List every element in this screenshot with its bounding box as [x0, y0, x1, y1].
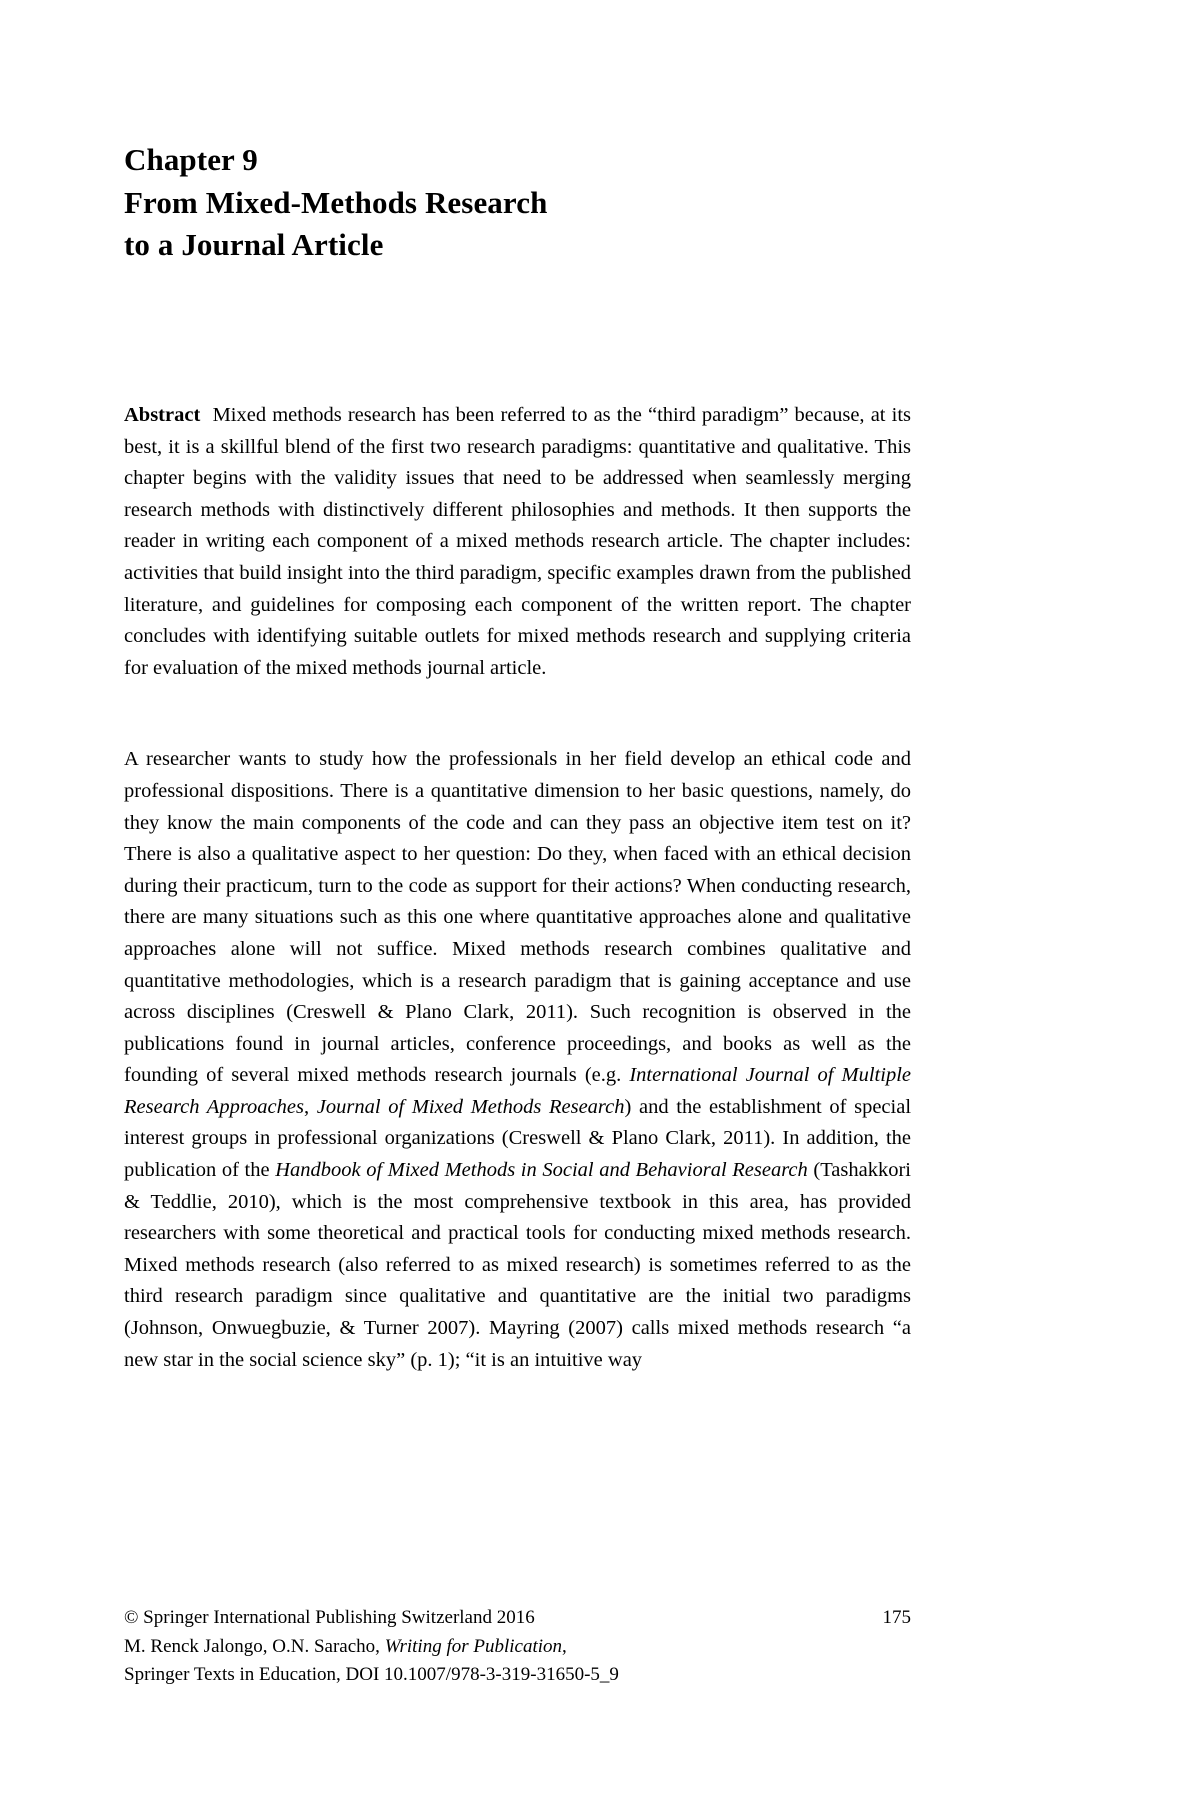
- chapter-title-line-1: From Mixed-Methods Research: [124, 185, 548, 220]
- footer-series-doi: Springer Texts in Education, DOI 10.1007/978-3-319-31650-5_9: [124, 1664, 619, 1685]
- footer-authors: M. Renck Jalongo, O.N. Saracho,: [124, 1635, 385, 1657]
- abstract-paragraph: [124, 400, 911, 684]
- abstract-label: Abstract: [124, 404, 201, 426]
- chapter-label: Chapter 9: [124, 142, 258, 177]
- chapter-title-line-2: to a Journal Article: [124, 227, 384, 262]
- journal-title-italic-2: Journal of Mixed Methods Research: [316, 1095, 625, 1118]
- page-content: [124, 0, 911, 1397]
- page-title: [124, 182, 911, 266]
- footer-copyright-line: [124, 1604, 911, 1633]
- abstract-text: Mixed methods research has been referred to as the “third paradigm” because, at its best, it is a skillful blend of the first two research paradigms: quantitative and qualitative. This chapter begins with the validity issues that need to be addressed when seamlessly merging research methods with distinctively different philosophies and methods. It then supports the reader in writing each component of a mixed methods research article. The chapter includes: activities that build insight into the third paradigm, specific examples drawn from the published literature, and guidelines for composing each component of the written report. The chapter concludes with identifying suitable outlets for mixed methods research and supplying criteria for evaluation of the mixed methods journal article.: [124, 404, 911, 679]
- abstract-spacer: [200, 404, 212, 426]
- body-text-segment-2: ,: [303, 1095, 317, 1118]
- journal-title-italic-1: International Journal of Multiple Research Approaches: [124, 1064, 911, 1118]
- footer-book-title: Writing for Publication: [384, 1635, 563, 1657]
- copyright-text: © Springer International Publishing Switzerland 2016: [124, 1607, 535, 1628]
- body-text-segment-4: (Tashakkori & Teddlie, 2010), which is the most comprehensive textbook in this area, has provided researchers with some theoretical and practical tools for conducting mixed methods research. Mixed methods research (also referred to as mixed research) is sometimes referred to as the third research paradigm since qualitative and quantitative are the initial two paradigms (Johnson, Onwuegbuzie, & Turner 2007). Mayring (2007) calls mixed methods research “a new star in the social science sky” (p. 1); “it is an intuitive way: [124, 1159, 911, 1371]
- footer-authors-suffix: ,: [562, 1635, 567, 1657]
- body-text-segment-3: ) and the establishment of special interest groups in professional organizations (Creswell & Plano Clark, 2011). In addition, the publication of the: [124, 1095, 912, 1182]
- page-number: 175: [882, 1607, 911, 1628]
- body-text-segment-1: A researcher wants to study how the professionals in her field develop an ethical code and professional dispositions. There is a quantitative dimension to her basic questions, namely, do they know the main components of the code and can they pass an objective item test on it? There is also a qualitative aspect to her question: Do they, when faced with an ethical decision during their practicum, turn to the code as support for their actions? When conducting research, there are many situations such as this one where quantitative approaches alone and qualitative approaches alone will not suffice. Mixed methods research combines qualitative and quantitative methodologies, which is a research paradigm that is gaining acceptance and use across disciplines (Creswell & Plano Clark, 2011). Such recognition is observed in the publications found in journal articles, conference proceedings, and books as well as the founding of several mixed methods research journals (e.g.: [124, 748, 911, 1087]
- page-footer: [124, 1604, 911, 1690]
- body-paragraph-1: [124, 744, 911, 1376]
- footer-authors-line: [124, 1633, 911, 1662]
- book-title-italic-3: Handbook of Mixed Methods in Social and Behavioral Research: [275, 1159, 808, 1182]
